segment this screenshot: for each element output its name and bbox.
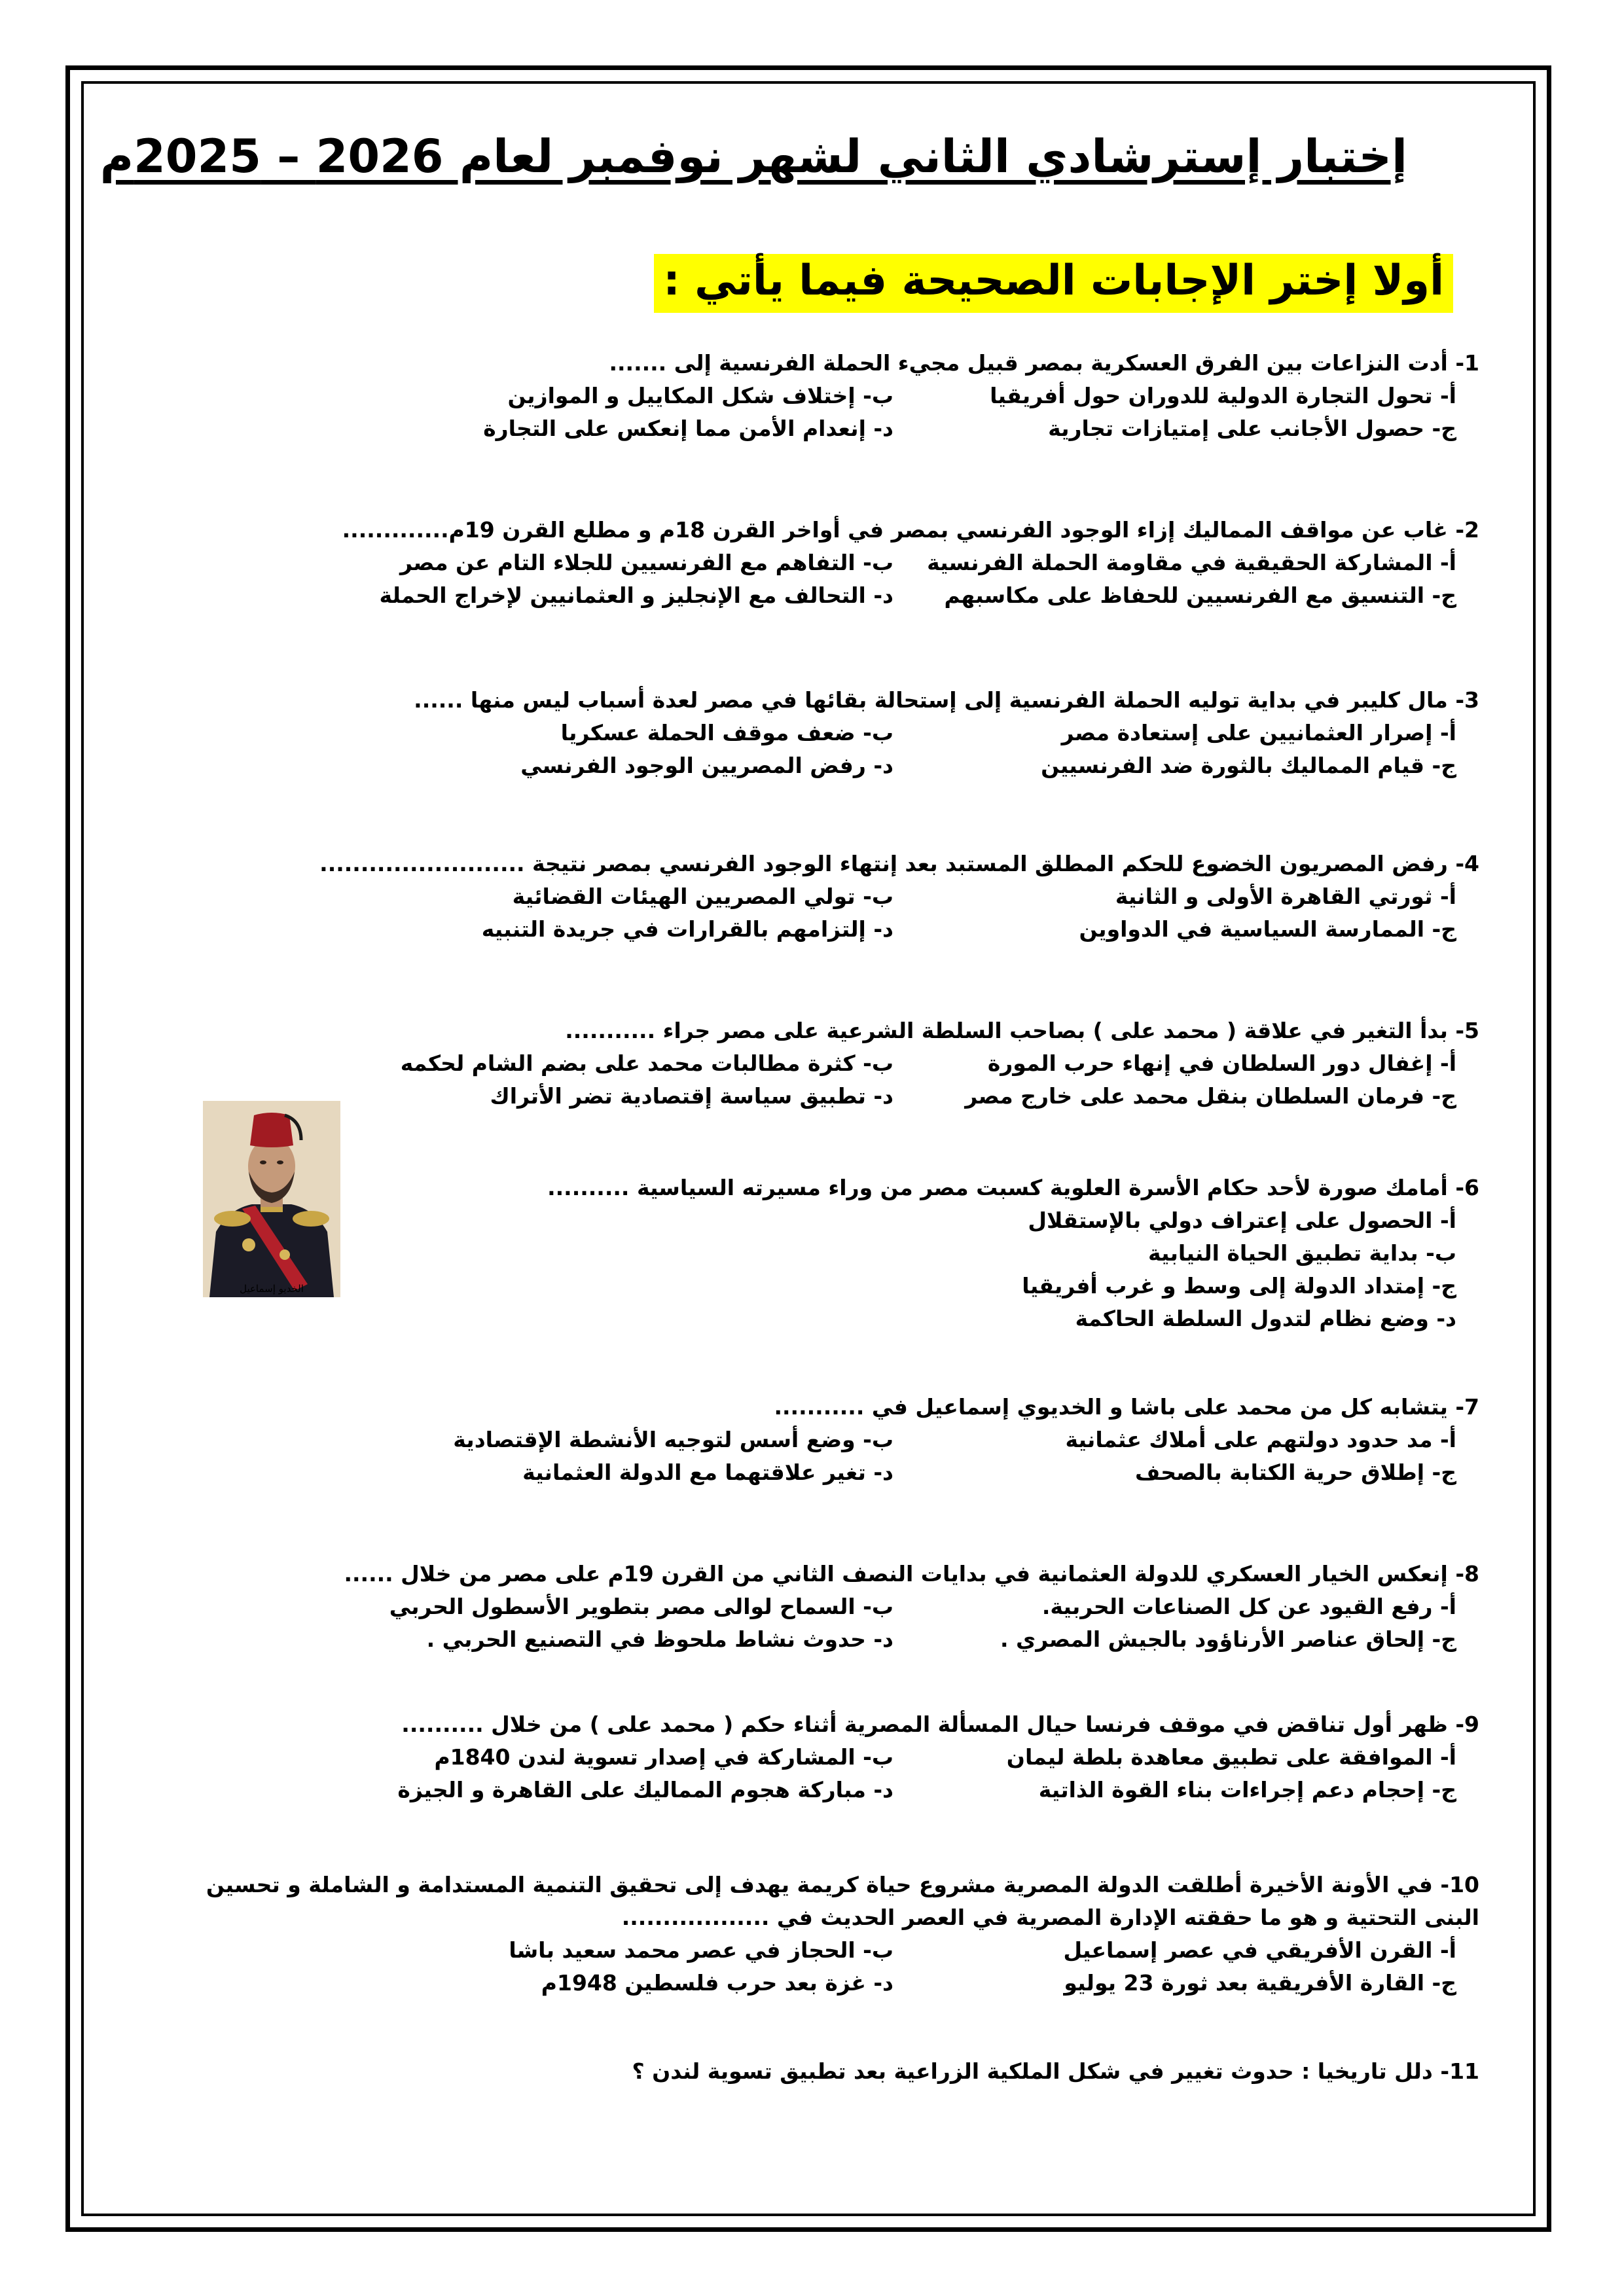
question-2 xyxy=(304,514,1479,612)
option-c: ج- الممارسة السياسية في الدواوين xyxy=(1079,916,1456,942)
options xyxy=(304,547,1456,612)
option-c: ج- حصول الأجانب على إمتيازات تجارية xyxy=(1048,416,1456,441)
option-a: أ- الحصول على إعتراف دولي بالإستقلال xyxy=(1028,1208,1456,1233)
option-a: أ- القرن الأفريقي في عصر إسماعيل xyxy=(1063,1937,1456,1963)
question-8 xyxy=(304,1558,1479,1656)
options xyxy=(304,1047,1456,1113)
khedive-portrait-image xyxy=(203,1101,340,1297)
question-stem: 3- مال كليبر في بداية توليه الحملة الفرنسية إلى إستحالة بقائها في مصر لعدة أسباب ليس منها ...... xyxy=(414,687,1479,713)
option-d: د- التحالف مع الإنجليز و العثمانيين لإخراج الحملة xyxy=(379,583,893,608)
portrait-illustration xyxy=(203,1101,340,1297)
option-b: ب- وضع أسس لتوجيه الأنشطة الإقتصادية xyxy=(453,1427,893,1452)
question-stem: 1- أدت النزاعات بين الفرق العسكرية بمصر قبيل مجيء الحملة الفرنسية إلى ....... xyxy=(609,350,1479,376)
question-3 xyxy=(304,684,1479,782)
option-c: ج- إمتداد الدولة إلى وسط و غرب أفريقيا xyxy=(1022,1273,1456,1299)
option-b: ب- كثرة مطالبات محمد على بضم الشام لحكمه xyxy=(400,1050,893,1076)
options xyxy=(547,1204,1456,1335)
question-5 xyxy=(304,1014,1479,1113)
option-a: أ- إصرار العثمانيين على إستعادة مصر xyxy=(1061,720,1456,745)
question-stem: 5- بدأ التغير في علاقة ( محمد على ) بصاحب السلطة الشرعية على مصر جراء ........... xyxy=(565,1018,1479,1043)
question-9 xyxy=(304,1708,1479,1806)
option-b: ب- التفاهم مع الفرنسيين للجلاء التام عن مصر xyxy=(400,550,893,575)
option-c: ج- إحجام دعم إجراءات بناء القوة الذاتية xyxy=(1038,1777,1456,1803)
option-a: أ- المشاركة الحقيقية في مقاومة الحملة الفرنسية xyxy=(927,550,1456,575)
option-b: ب- السماح لوالى مصر بتطوير الأسطول الحربي xyxy=(389,1594,893,1619)
portrait-caption: الخديو إسماعيل xyxy=(240,1283,304,1295)
section-title: أولا إختر الإجابات الصحيحة فيما يأتي : xyxy=(654,254,1453,313)
option-a: أ- الموافقة على تطبيق معاهدة بلطة ليمان xyxy=(1006,1744,1456,1770)
option-b: ب- إختلاف شكل المكاييل و الموازين xyxy=(507,383,893,408)
options xyxy=(304,880,1456,946)
options xyxy=(304,717,1456,782)
option-b: ب- تولي المصريين الهيئات القضائية xyxy=(512,884,893,909)
option-c: ج- فرمان السلطان بنقل محمد على خارج مصر xyxy=(965,1083,1456,1109)
option-d: د- رفض المصريين الوجود الفرنسي xyxy=(520,753,893,778)
question-stem: 7- يتشابه كل من محمد على باشا و الخديوي إسماعيل في ........... xyxy=(774,1394,1479,1420)
question-10 xyxy=(144,1869,1479,2000)
option-c: ج- قيام المماليك بالثورة ضد الفرنسيين xyxy=(1041,753,1456,778)
option-d: د- مباركة هجوم المماليك على القاهرة و الجيزة xyxy=(397,1777,893,1803)
option-d: د- إلتزامهم بالقرارات في جريدة التنبيه xyxy=(481,916,893,942)
question-6 xyxy=(547,1172,1479,1335)
question-stem: 9- ظهر أول تناقض في موقف فرنسا حيال المسألة المصرية أثناء حكم ( محمد على ) من خلال .......... xyxy=(401,1712,1479,1737)
option-c: ج- إطلاق حرية الكتابة بالصحف xyxy=(1134,1460,1456,1485)
option-d: د- إنعدام الأمن مما إنعكس على التجارة xyxy=(483,416,893,441)
question-7 xyxy=(304,1391,1479,1489)
option-d: د- تغير علاقتهما مع الدولة العثمانية xyxy=(522,1460,893,1485)
option-a: أ- ثورتي القاهرة الأولى و الثانية xyxy=(1115,884,1456,909)
question-stem: 6- أمامك صورة لأحد حكام الأسرة العلوية كسبت مصر من وراء مسيرته السياسية .......... xyxy=(547,1175,1479,1200)
question-stem: 4- رفض المصريون الخضوع للحكم المطلق المستبد بعد إنتهاء الوجود الفرنسي بمصر نتيجة ......................... xyxy=(319,851,1479,876)
question-stem: 2- غاب عن مواقف المماليك إزاء الوجود الفرنسي بمصر في أواخر القرن 18م و مطلع القرن 19م............. xyxy=(342,517,1479,543)
option-d: د- وضع نظام لتدول السلطة الحاكمة xyxy=(1075,1306,1456,1331)
option-d: د- حدوث نشاط ملحوظ في التصنيع الحربي . xyxy=(426,1626,893,1652)
exam-page xyxy=(92,92,1525,2206)
exam-title: إختبار إسترشادي الثاني لشهر نوفمبر لعام 2026 – 2025م xyxy=(99,130,1407,183)
question-11 xyxy=(632,2055,1479,2088)
question-stem: 11- دلل تاريخيا : حدوث تغيير في شكل الملكية الزراعية بعد تطبيق تسوية لندن ؟ xyxy=(632,2058,1479,2084)
question-1 xyxy=(304,347,1479,445)
options xyxy=(144,1934,1456,2000)
question-stem: 8- إنعكس الخيار العسكري للدولة العثمانية في بدايات النصف الثاني من القرن 19م على مصر من خلال ...... xyxy=(344,1561,1479,1587)
options xyxy=(304,380,1456,445)
option-a: أ- مد حدود دولتهم على أملاك عثمانية xyxy=(1065,1427,1456,1452)
options xyxy=(304,1590,1456,1656)
option-a: أ- تحول التجارة الدولية للدوران حول أفريقيا xyxy=(990,383,1456,408)
options xyxy=(304,1424,1456,1489)
option-a: أ- رفع القيود عن كل الصناعات الحربية. xyxy=(1041,1594,1456,1619)
option-c: ج- إلحاق عناصر الأرناؤود بالجيش المصري . xyxy=(1000,1626,1456,1652)
options xyxy=(304,1741,1456,1806)
option-c: ج- القارة الأفريقية بعد ثورة 23 يوليو xyxy=(1064,1970,1456,1996)
option-b: ب- بداية تطبيق الحياة النيابية xyxy=(1148,1240,1456,1266)
option-b: ب- المشاركة في إصدار تسوية لندن 1840م xyxy=(434,1744,893,1770)
question-4 xyxy=(304,848,1479,946)
option-b: ب- الحجاز في عصر محمد سعيد باشا xyxy=(509,1937,893,1963)
option-c: ج- التنسيق مع الفرنسيين للحفاظ على مكاسبهم xyxy=(944,583,1456,608)
question-stem: 10- في الأونة الأخيرة أطلقت الدولة المصرية مشروع حياة كريمة يهدف إلى تحقيق التنمية المستدامة و الشاملة و تحسين البنى التحتية و هو ما حققته الإدارة المصرية في العصر الحديث في .................. xyxy=(206,1872,1479,1930)
option-d: د- تطبيق سياسة إقتصادية تضر الأتراك xyxy=(490,1083,893,1109)
option-a: أ- إغفال دور السلطان في إنهاء حرب المورة xyxy=(987,1050,1456,1076)
option-b: ب- ضعف موقف الحملة عسكريا xyxy=(560,720,893,745)
option-d: د- غزة بعد حرب فلسطين 1948م xyxy=(541,1970,893,1996)
